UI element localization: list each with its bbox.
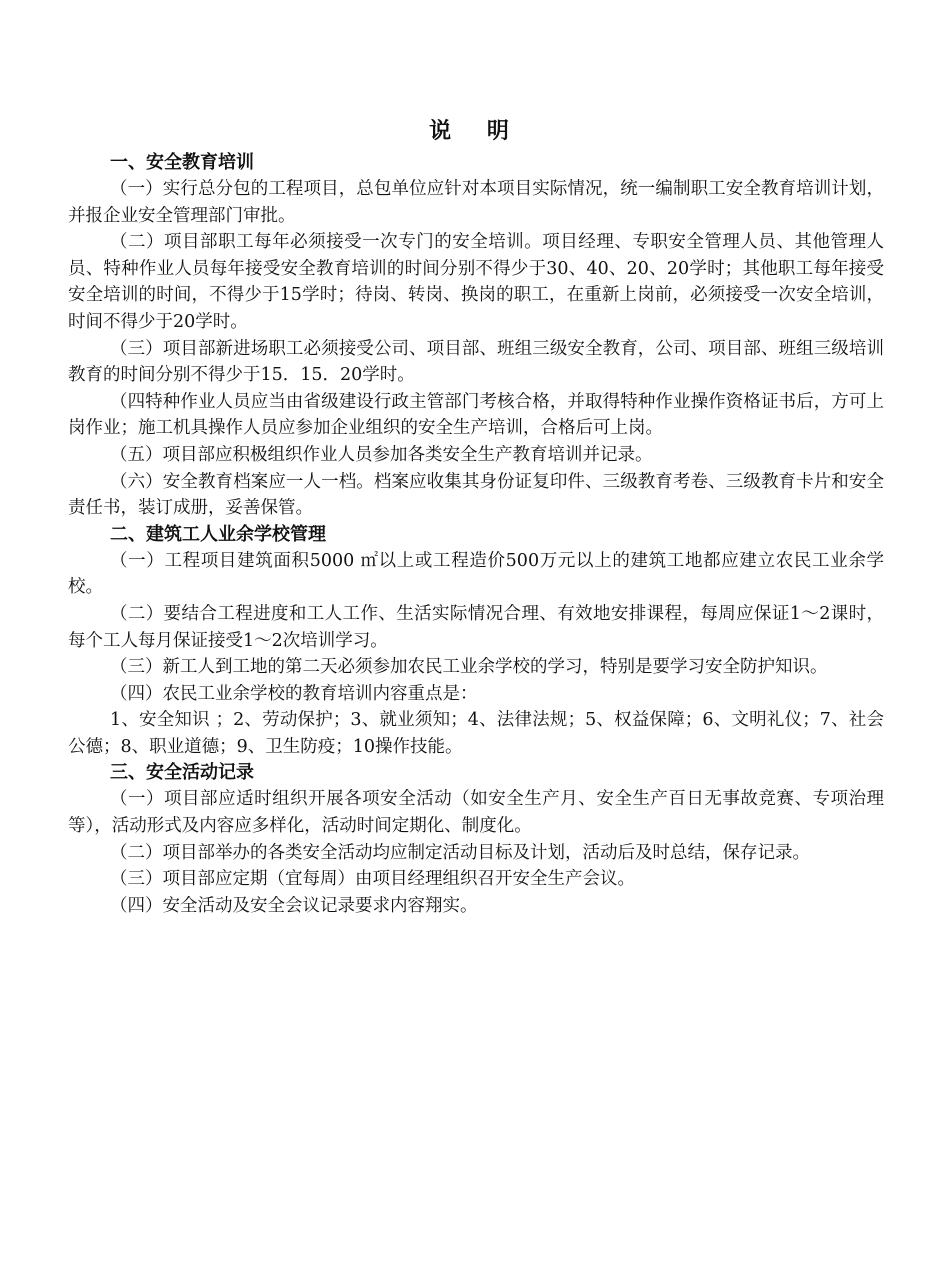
- section-worker-school: [68, 522, 884, 761]
- section-heading: 三、安全活动记录: [110, 762, 254, 784]
- paragraph: （三）新工人到工地的第二天必须参加农民工业余学校的学习，特别是要学习安全防护知识。: [110, 657, 828, 678]
- document-page: [68, 116, 884, 919]
- paragraph: （一）项目部应适时组织开展各项安全活动（如安全生产月、安全生产百日无事故竞赛、专项治理等），活动形式及内容应多样化，活动时间定期化、制度化。: [68, 789, 884, 837]
- paragraph: （三）项目部新进场职工必须接受公司、项目部、班组三级安全教育，公司、项目部、班组三级培训教育的时间分别不得少于15．15．20学时。: [68, 338, 884, 386]
- paragraph: （一）实行总分包的工程项目，总包单位应针对本项目实际情况，统一编制职工安全教育培训计划，并报企业安全管理部门审批。: [68, 179, 884, 226]
- section-heading: 一、安全教育培训: [110, 152, 254, 173]
- paragraph: （二）项目部职工每年必须接受一次专门的安全培训。项目经理、专职安全管理人员、其他管理人员、特种作业人员每年接受安全教育培训的时间分别不得少于30、40、20、20学时；其他职工每年接受安全培训的时间，不得少于15学时；待岗、转岗、换岗的职工，在重新上岗前，必须接受一次安全培训，时间不得少于20学时。: [68, 232, 884, 332]
- document-title: 说 明: [429, 119, 523, 144]
- paragraph: 1、安全知识 ；2、劳动保护；3、就业须知；4、法律法规；5、权益保障；6、文明礼仪；7、社会公德；8、职业道德；9、卫生防疫；10操作技能。: [68, 710, 884, 757]
- section-safety-activities: [68, 760, 884, 919]
- paragraph: （四）安全活动及安全会议记录要求内容翔实。: [110, 895, 478, 916]
- paragraph: （一）工程项目建筑面积5000 ㎡以上或工程造价500万元以上的建筑工地都应建立农民工业余学校。: [68, 550, 884, 598]
- paragraph: （三）项目部应定期（宜每周）由项目经理组织召开安全生产会议。: [110, 869, 635, 890]
- paragraph: （六）安全教育档案应一人一档。档案应收集其身份证复印件、三级教育考卷、三级教育卡片和安全责任书，装订成册，妥善保管。: [68, 471, 884, 519]
- paragraph: （四特种作业人员应当由省级建设行政主管部门考核合格，并取得特种作业操作资格证书后，方可上岗作业；施工机具操作人员应参加企业组织的安全生产培训，合格后可上岗。: [68, 391, 884, 439]
- paragraph: （二）项目部举办的各类安全活动均应制定活动目标及计划，活动后及时总结，保存记录。: [110, 842, 810, 863]
- paragraph: （二）要结合工程进度和工人工作、生活实际情况合理、有效地安排课程，每周应保证1～2课时，每个工人每月保证接受1～2次培训学习。: [68, 603, 884, 651]
- paragraph: （五）项目部应积极组织作业人员参加各类安全生产教育培训并记录。: [110, 444, 653, 465]
- section-heading: 二、建筑工人业余学校管理: [110, 523, 326, 545]
- section-safety-education: [68, 150, 884, 522]
- paragraph: （四）农民工业余学校的教育培训内容重点是：: [110, 683, 478, 704]
